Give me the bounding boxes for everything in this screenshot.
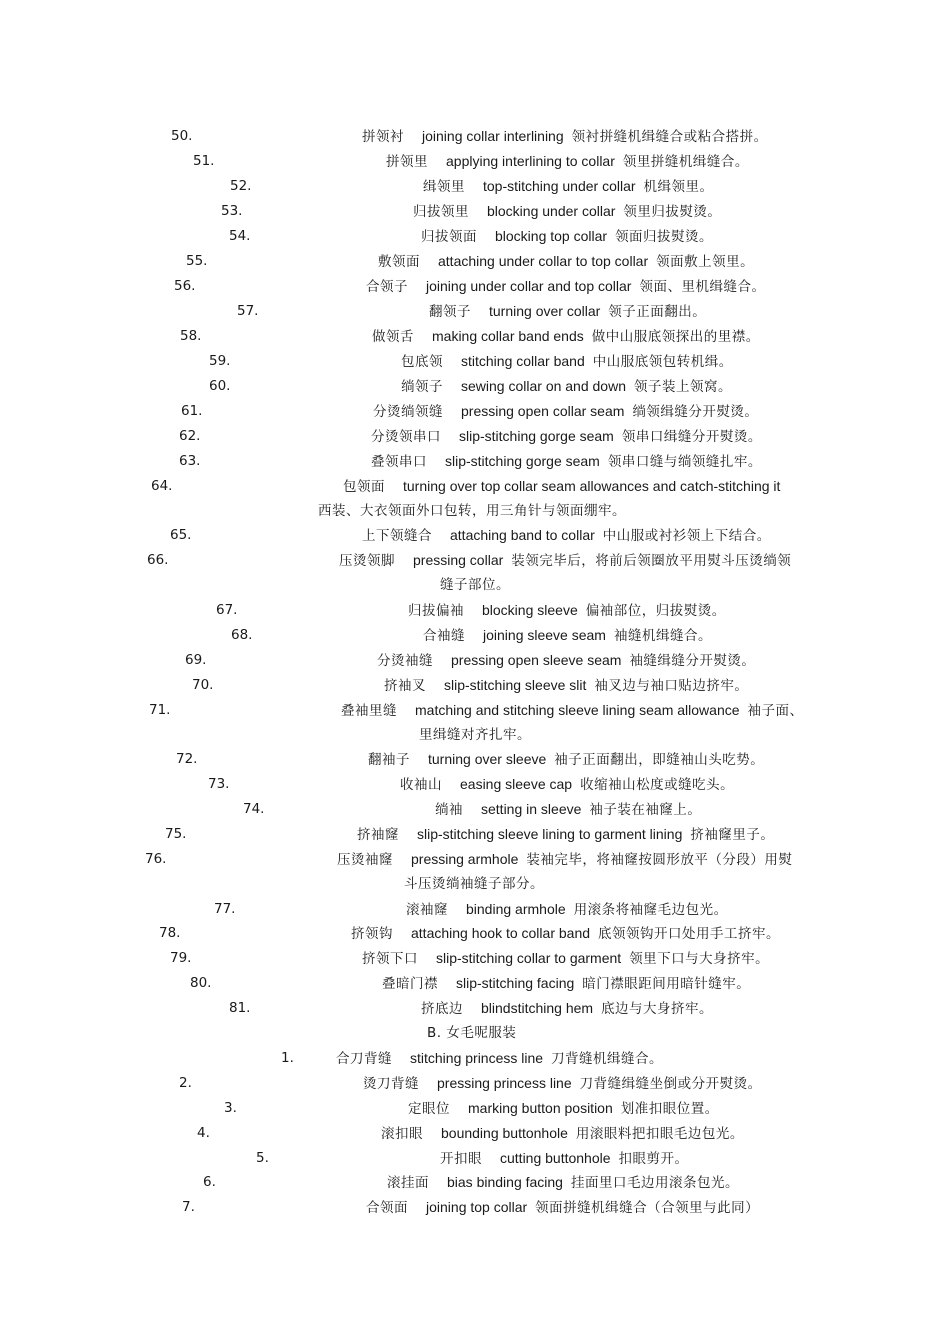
entry-description: 袖叉边与袖口贴边挤牢。 [594,678,749,694]
entry-english: making collar band ends [432,328,584,344]
entry-description: 刀背缝机缉缝合。 [551,1051,664,1067]
entry-number: 56. [174,278,196,294]
entry-term: 上下领缝合 [362,528,432,544]
entry-number: 71. [149,702,171,718]
entry-english: slip-stitching gorge seam [459,428,614,444]
entry-number: 62. [179,428,201,444]
entry-term: 分烫绱领缝 [373,404,443,420]
entry-english: slip-stitching collar to garment [436,950,622,966]
entry-number: 4. [197,1125,210,1141]
entry-description: 划准扣眼位置。 [620,1101,719,1117]
entry-description: 用滚条将袖窿毛边包光。 [573,902,728,918]
entry-term: 分烫领串口 [371,429,441,445]
entry-line [368,748,764,770]
entry-number: 64. [151,478,173,494]
entry-english: slip-stitching gorge seam [445,453,600,469]
entry-number: 77. [214,901,236,917]
entry-term: 定眼位 [408,1101,450,1117]
entry-term: 归拔领里 [413,204,469,220]
entry-number: 2. [179,1075,192,1091]
entry-number: 7. [182,1199,195,1215]
entry-number: 5. [256,1150,269,1166]
entry-number: 3. [224,1100,237,1116]
entry-term: 拼领衬 [362,129,404,145]
entry-line [440,1147,689,1169]
entry-english: slip-stitching sleeve slit [444,677,587,693]
entry-term: 翻袖子 [368,752,410,768]
entry-line [341,699,804,721]
entry-line [378,250,754,272]
entry-line [406,898,728,920]
entry-number: 63. [179,453,201,469]
entry-number: 79. [170,950,192,966]
entry-line [371,450,762,472]
entry-description: 领里归拔熨烫。 [623,204,722,220]
entry-number: 75. [165,826,187,842]
entry-line [429,300,706,322]
entry-description: 装袖完毕，将袖窿按圆形放平（分段）用熨 [526,852,793,868]
entry-number: 78. [159,925,181,941]
entry-number: 59. [209,353,231,369]
entry-english: binding armhole [466,901,566,917]
entry-number: 73. [208,776,230,792]
entry-number: 60. [209,378,231,394]
entry-line [408,599,726,621]
entry-description: 领串口缝与绱领缝扎牢。 [607,454,762,470]
entry-description: 袖子装在袖窿上。 [589,802,702,818]
entry-description: 领子装上领窝。 [634,379,732,395]
entry-term: 挤袖叉 [384,678,426,694]
entry-line [366,1196,759,1218]
entry-english: slip-stitching facing [456,975,575,991]
entry-english: cutting buttonhole [500,1150,611,1166]
entry-number: 58. [180,328,202,344]
entry-english: joining collar interlining [422,128,564,144]
entry-description: 扣眼剪开。 [618,1151,689,1167]
entry-description: 领里拼缝机缉缝合。 [622,154,749,170]
entry-number: 70. [192,677,214,693]
entry-term: 滚挂面 [387,1175,429,1191]
entry-english: joining sleeve seam [483,627,606,643]
entry-term: 拼领里 [386,154,428,170]
entry-english: sewing collar on and down [461,378,626,394]
entry-line [366,275,765,297]
entry-number: 52. [230,178,252,194]
entry-line [362,125,768,147]
entry-line [351,922,780,944]
entry-line [362,947,769,969]
entry-number: 76. [145,851,167,867]
entry-line [336,1047,663,1069]
entry-english: setting in sleeve [481,801,582,817]
entry-english: stitching princess line [410,1050,544,1066]
entry-line [384,674,748,696]
entry-number: 53. [221,203,243,219]
entry-english: blindstitching hem [481,1000,594,1016]
entry-term: 挤领下口 [362,951,418,967]
entry-line [382,972,750,994]
entry-english: applying interlining to collar [446,153,615,169]
entry-description: 领面敷上领里。 [656,254,755,270]
entry-line [377,649,755,671]
entry-line [363,1072,762,1094]
entry-description: 暗门襟眼距间用暗针缝牢。 [582,976,751,992]
entry-line [413,200,721,222]
entry-term: 合领面 [366,1200,408,1216]
entry-number: 61. [181,403,203,419]
entry-line [423,175,714,197]
entry-description: 中山服或衬衫领上下结合。 [602,528,771,544]
entry-term: 翻领子 [429,304,471,320]
entry-line [400,773,734,795]
entry-english: bias binding facing [447,1174,563,1190]
entry-term: 合领子 [366,279,408,295]
entry-english: attaching band to collar [450,527,595,543]
entry-line [362,524,771,546]
entry-description: 领子正面翻出。 [608,304,707,320]
entry-english: pressing open sleeve seam [451,652,622,668]
entry-term: 挤底边 [421,1001,463,1017]
entry-english: attaching under collar to top collar [438,253,649,269]
entry-line [401,350,733,372]
entry-continuation: 里缉缝对齐扎牢。 [419,727,531,743]
entry-description: 刀背缝缉缝坐倒或分开熨烫。 [579,1076,762,1092]
entry-description: 领面拼缝机缉缝合（合领里与此同） [535,1200,760,1216]
entry-term: 绱领子 [401,379,443,395]
entry-line [337,848,792,870]
entry-description: 挤袖窿里子。 [690,827,775,843]
entry-number: 67. [216,602,238,618]
entry-term: 挤领钩 [351,926,393,942]
entry-english: turning over sleeve [428,751,547,767]
entry-continuation: 西装、大衣领面外口包转，用三角针与领面绷牢。 [318,503,626,519]
entry-number: 69. [185,652,207,668]
entry-number: 74. [243,801,265,817]
entry-term: 烫刀背缝 [363,1076,419,1092]
entry-english: stitching collar band [461,353,585,369]
entry-line [401,375,732,397]
entry-description: 用滚眼料把扣眼毛边包光。 [575,1126,744,1142]
entry-english: turning over top collar seam allowances and catch-stitching it [403,478,781,494]
entry-term: 叠暗门襟 [382,976,438,992]
entry-term: 压烫袖窿 [337,852,393,868]
entry-number: 6. [203,1174,216,1190]
entry-english: marking button position [468,1100,613,1116]
entry-line [408,1097,719,1119]
entry-english: blocking sleeve [482,602,578,618]
entry-line [381,1122,744,1144]
entry-number: 68. [231,627,253,643]
entry-term: 合袖缝 [423,628,465,644]
entry-english: attaching hook to collar band [411,925,591,941]
entry-line [339,549,791,571]
entry-description: 挂面里口毛边用滚条包光。 [570,1175,739,1191]
entry-term: 滚扣眼 [381,1126,423,1142]
entry-number: 1. [281,1050,294,1066]
entry-line [387,1171,739,1193]
entry-description: 袖缝机缉缝合。 [613,628,712,644]
entry-description: 底领领钩开口处用手工挤牢。 [598,926,781,942]
entry-line [372,325,760,347]
entry-english: top-stitching under collar [483,178,636,194]
entry-term: 包领面 [343,479,385,495]
entry-description: 底边与大身挤牢。 [601,1001,714,1017]
entry-term: 叠领串口 [371,454,427,470]
entry-term: 绱袖 [435,802,463,818]
entry-number: 55. [186,253,208,269]
entry-term: 叠袖里缝 [341,703,397,719]
entry-description: 装领完毕后，将前后领圈放平用熨斗压烫绱领 [511,553,792,569]
entry-description: 袖子正面翻出，即缝袖山头吃势。 [554,752,765,768]
section-heading: B. 女毛呢服装 [427,1025,517,1041]
entry-description: 机缉领里。 [643,179,714,195]
entry-english: pressing armhole [411,851,519,867]
entry-english: blocking under collar [487,203,616,219]
entry-line [421,997,713,1019]
entry-number: 57. [237,303,259,319]
entry-english: slip-stitching sleeve lining to garment lining [417,826,683,842]
entry-line [343,475,788,497]
entry-term: 滚袖窿 [406,902,448,918]
entry-term: 挤袖窿 [357,827,399,843]
entry-description: 领里下口与大身挤牢。 [629,951,770,967]
entry-number: 54. [229,228,251,244]
entry-english: blocking top collar [495,228,608,244]
entry-term: 敷领面 [378,254,420,270]
entry-line [357,823,774,845]
entry-line [435,798,701,820]
entry-description: 袖子面、 [747,703,804,719]
entry-line [421,225,713,247]
entry-term: 合刀背缝 [336,1051,392,1067]
entry-continuation: 斗压烫绱袖缝子部分。 [404,876,544,892]
entry-number: 66. [147,552,169,568]
entry-number: 50. [171,128,193,144]
entry-description: 做中山服底领探出的里襟。 [591,329,760,345]
entry-english: joining top collar [426,1199,528,1215]
entry-line [386,150,749,172]
entry-term: 压烫领脚 [339,553,395,569]
entry-description: 领串口缉缝分开熨烫。 [621,429,762,445]
entry-description: 中山服底领包转机缉。 [592,354,733,370]
entry-number: 81. [229,1000,251,1016]
entry-description: 收缩袖山松度或缝吃头。 [580,777,735,793]
entry-description: 领衬拼缝机缉缝合或粘合搭拼。 [571,129,768,145]
entry-description: 领面、里机缉缝合。 [639,279,766,295]
entry-term: 分烫袖缝 [377,653,433,669]
entry-continuation: 缝子部位。 [440,577,510,593]
entry-term: 缉领里 [423,179,465,195]
entry-term: 开扣眼 [440,1151,482,1167]
entry-english: joining under collar and top collar [426,278,632,294]
entry-term: 收袖山 [400,777,442,793]
entry-line [423,624,712,646]
entry-description: 偏袖部位，归拔熨烫。 [585,603,726,619]
entry-term: 归拔领面 [421,229,477,245]
entry-english: turning over collar [489,303,601,319]
entry-line [371,425,762,447]
entry-number: 72. [176,751,198,767]
entry-english: easing sleeve cap [460,776,573,792]
entry-number: 65. [170,527,192,543]
entry-number: 80. [190,975,212,991]
entry-description: 领面归拔熨烫。 [615,229,714,245]
entry-line [373,400,758,422]
entry-english: matching and stitching sleeve lining seam allowance [415,702,740,718]
entry-english: pressing open collar seam [461,403,625,419]
entry-description: 袖缝缉缝分开熨烫。 [629,653,756,669]
entry-number: 51. [193,153,215,169]
entry-term: 做领舌 [372,329,414,345]
entry-english: pressing collar [413,552,504,568]
entry-description: 绱领缉缝分开熨烫。 [632,404,759,420]
entry-english: pressing princess line [437,1075,572,1091]
entry-english: bounding buttonhole [441,1125,568,1141]
entry-term: 包底领 [401,354,443,370]
entry-term: 归拔偏袖 [408,603,464,619]
